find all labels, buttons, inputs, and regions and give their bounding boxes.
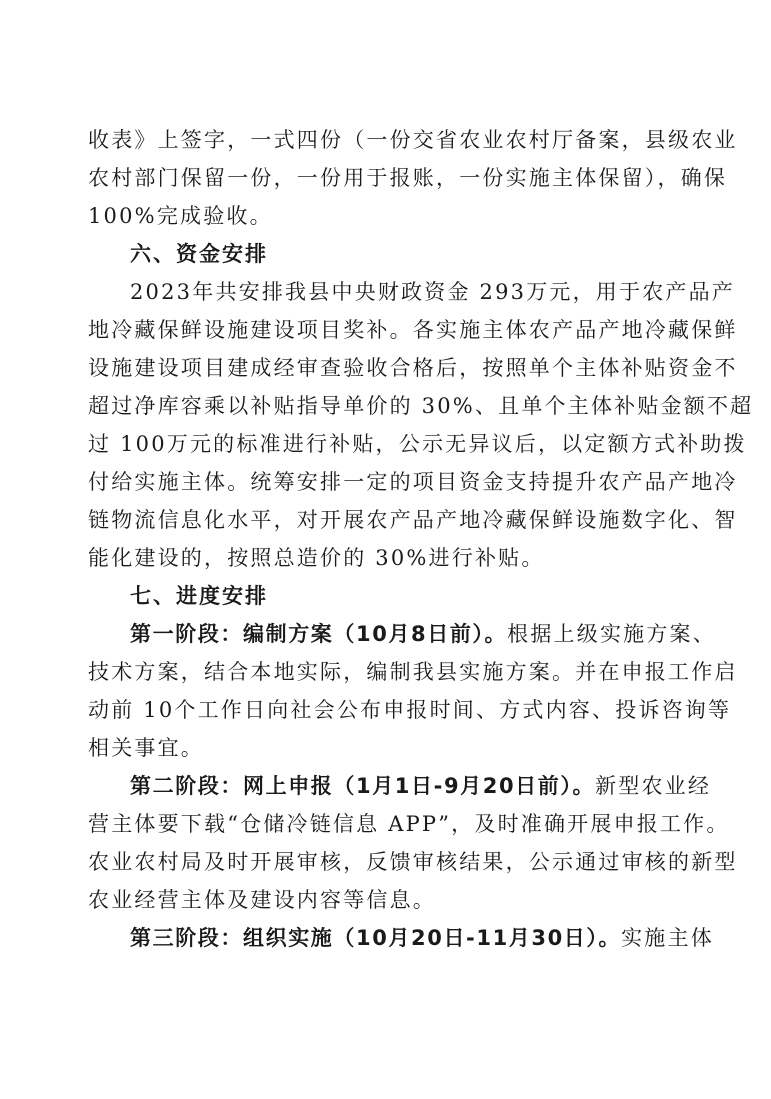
body-line: 营主体要下载“仓储冷链信息 APP”，及时准确开展申报工作。 [88, 812, 730, 836]
section-heading-schedule: 七、进度安排 [130, 584, 268, 608]
body-line: 技术方案，结合本地实际，编制我县实施方案。并在申报工作启 [88, 660, 738, 684]
body-line: 相关事宜。 [88, 736, 204, 760]
phase-one-text: 根据上级实施方案、 [507, 622, 716, 646]
body-line: 超过净库容乘以补贴指导单价的 30%、且单个主体补贴金额不超 [88, 394, 754, 418]
body-line: 收表》上签字，一式四份（一份交省农业农村厅备案，县级农业 [88, 128, 738, 152]
body-line: 100%完成验收。 [88, 204, 273, 228]
body-line: 过 100万元的标准进行补贴，公示无异议后，以定额方式补助拨 [88, 432, 747, 456]
phase-two-text: 新型农业经 [595, 774, 712, 798]
phase-one-title: 第一阶段：编制方案（10月8日前）。 [130, 622, 508, 646]
body-line: 设施建设项目建成经审查验收合格后，按照单个主体补贴资金不 [88, 356, 738, 380]
phase-three-title: 第三阶段：组织实施（10月20日-11月30日）。 [130, 926, 622, 950]
section-heading-funding: 六、资金安排 [130, 242, 268, 266]
body-line: 地冷藏保鲜设施建设项目奖补。各实施主体农产品产地冷藏保鲜 [88, 318, 738, 342]
paragraph-first-line: 2023年共安排我县中央财政资金 293万元，用于农产品产 [130, 280, 735, 304]
phase-two-line [130, 768, 711, 804]
body-line: 付给实施主体。统筹安排一定的项目资金支持提升农产品产地冷 [88, 470, 738, 494]
body-line: 链物流信息化水平，对开展农产品产地冷藏保鲜设施数字化、智 [88, 508, 738, 532]
phase-one-line [130, 616, 716, 652]
body-line: 农业农村局及时开展审核，反馈审核结果，公示通过审核的新型 [88, 850, 738, 874]
phase-three-line [130, 920, 714, 956]
body-line: 农村部门保留一份，一份用于报账，一份实施主体保留），确保 [88, 166, 728, 190]
body-line: 能化建设的，按照总造价的 30%进行补贴。 [88, 546, 545, 570]
body-line: 动前 10个工作日向社会公布申报时间、方式内容、投诉咨询等 [88, 698, 732, 722]
phase-three-text: 实施主体 [621, 926, 714, 950]
body-line: 农业经营主体及建设内容等信息。 [88, 888, 436, 912]
phase-two-title: 第二阶段：网上申报（1月1日-9月20日前）。 [130, 774, 596, 798]
